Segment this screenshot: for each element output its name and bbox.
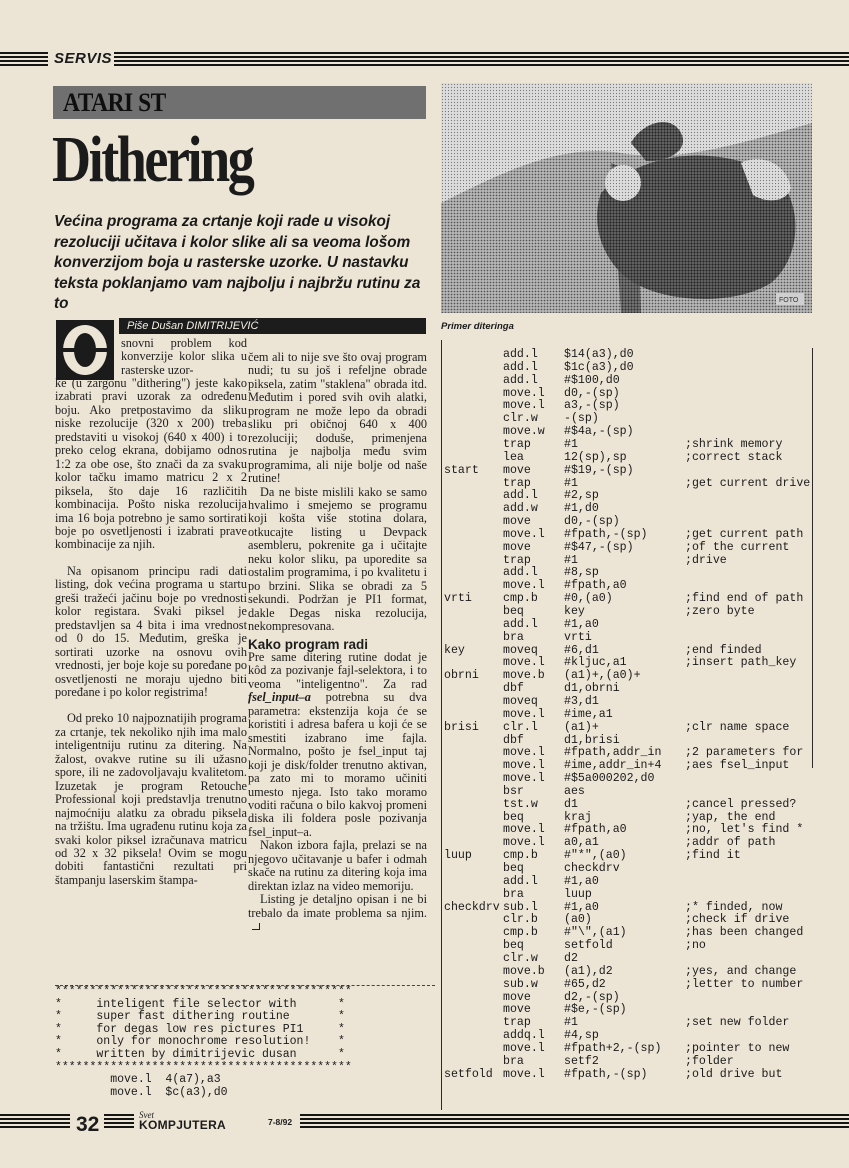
listing-opcode: move xyxy=(503,990,531,1004)
listing-comment: ;2 parameters for xyxy=(685,746,804,760)
listing-opcode: move.l xyxy=(503,772,545,786)
listing-operand: #1 xyxy=(564,553,578,567)
listing-opcode: add.l xyxy=(503,348,538,361)
listing-operand: luup xyxy=(564,887,592,901)
listing-comment: ;aes fsel_input xyxy=(685,759,790,773)
listing-comment: ;cancel pressed? xyxy=(685,797,797,811)
listing-opcode: dbf xyxy=(503,682,524,696)
listing-opcode: dbf xyxy=(503,733,524,747)
listing-operand: (a1)+ xyxy=(564,720,599,734)
code-line: * inteligent file selector with * xyxy=(55,997,345,1011)
listing-row xyxy=(444,592,812,605)
listing-opcode: move.l xyxy=(503,656,545,670)
listing-comment: ;yes, and change xyxy=(685,964,797,978)
listing-comment: ;folder xyxy=(685,1054,734,1068)
listing-row xyxy=(444,438,812,451)
listing-label: vrti xyxy=(444,592,472,606)
listing-comment: ;clr name space xyxy=(685,720,790,734)
listing-row xyxy=(444,528,812,541)
listing-row xyxy=(444,901,812,914)
listing-opcode: clr.l xyxy=(503,720,538,734)
subhead: Kako program radi xyxy=(248,636,369,652)
code-line: * super fast dithering routine * xyxy=(55,1010,345,1024)
article-lead: Većina programa za crtanje koji rade u visokoj rezoluciji učitava i kolor slike ali sa veoma lošom konverzijom boja u rasterske uzorke. U nastavku teksta poklanjamo vam najbolju i najbržu rutinu za to xyxy=(54,213,421,312)
listing-operand: (a1)+,(a0)+ xyxy=(564,669,641,683)
listing-opcode: beq xyxy=(503,862,524,875)
listing-row xyxy=(444,836,812,849)
listing-row xyxy=(444,605,812,618)
listing-opcode: add.l xyxy=(503,874,538,888)
listing-opcode: move.l xyxy=(503,1067,545,1081)
listing-comment: ;pointer to new xyxy=(685,1041,790,1055)
listing-row xyxy=(444,399,812,412)
listing-operand: #0,(a0) xyxy=(564,592,613,606)
listing-operand: #1,a0 xyxy=(564,900,599,914)
issue-number: 7-8/92 xyxy=(268,1117,293,1127)
listing-operand: d1,obrni xyxy=(564,682,620,696)
listing-row xyxy=(444,734,812,747)
listing-operand: d1 xyxy=(564,797,578,811)
listing-operand: kraj xyxy=(564,810,592,824)
listing-operand: #ime,addr_in+4 xyxy=(564,759,662,773)
listing-operand: d1,brisi xyxy=(564,733,620,747)
listing-row xyxy=(444,361,812,374)
listing-label: brisi xyxy=(444,720,479,734)
listing-opcode: cmp.b xyxy=(503,592,538,606)
listing-comment: ;insert path_key xyxy=(685,656,797,670)
listing-opcode: bra xyxy=(503,887,524,901)
listing-divider-left xyxy=(441,340,442,1110)
listing-row xyxy=(444,425,812,438)
magazine-name: KOMPJUTERA xyxy=(139,1118,227,1132)
listing-opcode: moveq xyxy=(503,694,538,708)
p3-text-a: Pre same ditering rutine dodat je kôd za pozivanje fajl-selektora, i to veoma "inteligentno". Za rad xyxy=(248,649,427,691)
listing-row xyxy=(444,566,812,579)
listing-operand: checkdrv xyxy=(564,862,620,875)
listing-opcode: lea xyxy=(503,450,524,464)
listing-comment: ;get current drive xyxy=(685,476,811,490)
col2-paragraph-4: Nakon izbora fajla, prelazi se na njegovo učitavanje u bafer i odmah skače na rutinu za ditering koja ima direktan izlaz na video memoriju. xyxy=(248,838,427,893)
listing-operand: a3,-(sp) xyxy=(564,399,620,413)
header-rule-left xyxy=(0,52,48,66)
listing-row xyxy=(444,965,812,978)
listing-opcode: bra xyxy=(503,630,524,644)
column-1-body xyxy=(55,377,247,887)
listing-opcode: bsr xyxy=(503,784,524,798)
listing-row xyxy=(444,1068,812,1081)
listing-row xyxy=(444,502,812,515)
listing-operand: #ime,a1 xyxy=(564,707,613,721)
listing-row xyxy=(444,644,812,657)
listing-row xyxy=(444,1016,812,1029)
listing-operand: 12(sp),sp xyxy=(564,450,627,464)
listing-opcode: clr.w xyxy=(503,951,538,965)
listing-comment: ;no, let's find * xyxy=(685,823,804,837)
listing-operand: #fpath,-(sp) xyxy=(564,1067,648,1081)
listing-opcode: add.l xyxy=(503,373,538,387)
listing-row xyxy=(444,1042,812,1055)
listing-opcode: add.l xyxy=(503,566,538,580)
listing-operand: setf2 xyxy=(564,1054,599,1068)
end-mark-icon xyxy=(252,923,260,930)
code-line: * only for monochrome resolution! * xyxy=(55,1035,345,1049)
paragraph-1b: ke (u žargonu "dithering") jeste kako izabrati pravi uzorak za određenu boju. Ako pretpostavimo da sliku niske rezolucije (320 x 200) treba predstaviti u visokoj (640 x 400) i to preko celog ekrana, dobijamo odnos 1:2 za obe ose, što znači da za svaku kolor tačku imamo matricu 2 x 2 piksela, što daje 16 različitih kombinacija. Pošto niska rezolucija ima 16 boja potrebno je samo sortirati boje po osvetljenosti i izabrati prave kombinacije za njih. xyxy=(55,376,247,552)
listing-opcode: move.l xyxy=(503,836,545,850)
listing-comment: ;has been changed xyxy=(685,926,804,940)
listing-opcode: beq xyxy=(503,939,524,953)
listing-operand: d0,-(sp) xyxy=(564,386,620,400)
listing-row xyxy=(444,631,812,644)
listing-operand: d2,-(sp) xyxy=(564,990,620,1004)
listing-label: luup xyxy=(444,849,472,863)
listing-comment: ;find end of path xyxy=(685,592,804,606)
listing-operand: #2,sp xyxy=(564,489,599,503)
listing-label: checkdrv xyxy=(444,900,500,914)
listing-label: key xyxy=(444,643,465,657)
listing-operand: #$4a,-(sp) xyxy=(564,425,634,439)
listing-opcode: move.l xyxy=(503,707,545,721)
listing-opcode: tst.w xyxy=(503,797,538,811)
listing-comment: ;get current path xyxy=(685,527,804,541)
listing-comment: ;correct stack xyxy=(685,450,783,464)
listing-operand: #3,d1 xyxy=(564,694,599,708)
photo-credit: FOTO xyxy=(779,297,799,304)
listing-opcode: move.l xyxy=(503,823,545,837)
listing-row xyxy=(444,785,812,798)
listing-operand: $14(a3),d0 xyxy=(564,348,634,361)
listing-row xyxy=(444,708,812,721)
listing-comment: ;letter to number xyxy=(685,977,804,991)
listing-comment: ;drive xyxy=(685,553,727,567)
listing-row xyxy=(444,721,812,734)
col2-paragraph-3 xyxy=(248,651,427,839)
listing-operand: #$19,-(sp) xyxy=(564,463,634,477)
listing-operand: aes xyxy=(564,784,585,798)
listing-opcode: move.l xyxy=(503,527,545,541)
code-line: ******************************************* xyxy=(55,985,352,998)
listing-operand: (a0) xyxy=(564,913,592,927)
listing-comment: ;find it xyxy=(685,849,741,863)
paragraph-2: Na opisanom principu radi dati listing, dok većina programa u startu greši tražeći jačinu boje po vrednosti kolor registara. Svaki piksel je predstavljen sa 4 bita i ima vrednost od 0 do 15. Međutim, greška je sortirati uzorke na osnovu ovih vrednosti, jer boje koje su poređane po osvetljenosti ne moraju ujedno biti poređane i po kolor registrima! xyxy=(55,563,247,699)
listing-operand: d2 xyxy=(564,951,578,965)
dithering-photo xyxy=(441,83,812,313)
listing-operand: #65,d2 xyxy=(564,977,606,991)
listing-row xyxy=(444,913,812,926)
code-header-lines xyxy=(55,986,435,1099)
listing-row xyxy=(444,451,812,464)
listing-opcode: move xyxy=(503,463,531,477)
listing-operand: setfold xyxy=(564,939,613,953)
listing-operand: #1,a0 xyxy=(564,617,599,631)
listing-row xyxy=(444,541,812,554)
listing-divider-right xyxy=(812,348,813,768)
listing-opcode: trap xyxy=(503,437,531,451)
listing-operand: #$100,d0 xyxy=(564,373,620,387)
listing-opcode: move.l xyxy=(503,759,545,773)
listing-operand: $1c(a3),d0 xyxy=(564,360,634,374)
listing-operand: #1 xyxy=(564,476,578,490)
listing-operand: (a1),d2 xyxy=(564,964,613,978)
listing-label: start xyxy=(444,463,479,477)
listing-row xyxy=(444,746,812,759)
listing-opcode: clr.b xyxy=(503,913,538,927)
listing-row xyxy=(444,656,812,669)
kicker-bar xyxy=(53,86,426,119)
listing-row xyxy=(444,939,812,952)
header-rule-right xyxy=(114,52,849,66)
listing-opcode: move.l xyxy=(503,746,545,760)
listing-operand: #fpath,addr_in xyxy=(564,746,662,760)
listing-comment: ;of the current xyxy=(685,540,790,554)
listing-row xyxy=(444,798,812,811)
listing-opcode: move.l xyxy=(503,399,545,413)
listing-opcode: move xyxy=(503,515,531,529)
listing-opcode: cmp.b xyxy=(503,849,538,863)
page-number: 32 xyxy=(76,1113,100,1136)
listing-row xyxy=(444,888,812,901)
footer-rule-right xyxy=(300,1114,849,1128)
code-line: * for degas low res pictures PI1 * xyxy=(55,1022,345,1036)
listing-row xyxy=(444,464,812,477)
listing-row xyxy=(444,1055,812,1068)
listing-opcode: trap xyxy=(503,1016,531,1030)
assembly-listing xyxy=(444,348,812,1081)
dropcap-o xyxy=(56,320,114,380)
listing-row xyxy=(444,669,812,682)
listing-operand: -(sp) xyxy=(564,412,599,426)
listing-opcode: sub.w xyxy=(503,977,538,991)
listing-row xyxy=(444,875,812,888)
listing-opcode: addq.l xyxy=(503,1029,545,1043)
listing-comment: ;* finded, now xyxy=(685,900,783,914)
listing-row xyxy=(444,1029,812,1042)
listing-operand: #kljuc,a1 xyxy=(564,656,627,670)
listing-row xyxy=(444,387,812,400)
listing-row xyxy=(444,682,812,695)
listing-operand: #1,a0 xyxy=(564,874,599,888)
listing-label: obrni xyxy=(444,669,479,683)
listing-row xyxy=(444,811,812,824)
listing-row xyxy=(444,348,812,361)
listing-operand: a0,a1 xyxy=(564,836,599,850)
listing-opcode: move.w xyxy=(503,425,545,439)
listing-operand: #$5a000202,d0 xyxy=(564,772,655,786)
byline: Piše Dušan DIMITRIJEVIĆ xyxy=(119,318,426,334)
listing-operand: #6,d1 xyxy=(564,643,599,657)
listing-comment: ;shrink memory xyxy=(685,437,783,451)
paragraph-1a: snovni problem kod konverzije kolor slika u rasterske uzor- xyxy=(121,336,247,377)
column-1 xyxy=(121,337,247,377)
listing-operand: #fpath,a0 xyxy=(564,823,627,837)
kicker-text: ATARI ST xyxy=(63,88,166,117)
listing-opcode: beq xyxy=(503,605,524,618)
listing-opcode: cmp.b xyxy=(503,926,538,940)
listing-comment: ;old drive but xyxy=(685,1067,783,1081)
listing-row xyxy=(444,695,812,708)
listing-row xyxy=(444,772,812,785)
listing-opcode: clr.w xyxy=(503,412,538,426)
listing-opcode: beq xyxy=(503,810,524,824)
listing-comment: ;set new folder xyxy=(685,1016,790,1030)
listing-opcode: move.b xyxy=(503,669,545,683)
listing-operand: #1,d0 xyxy=(564,502,599,516)
listing-opcode: move xyxy=(503,1003,531,1017)
listing-operand: #$47,-(sp) xyxy=(564,540,634,554)
listing-operand: #fpath,a0 xyxy=(564,579,627,593)
listing-operand: d0,-(sp) xyxy=(564,515,620,529)
listing-opcode: moveq xyxy=(503,643,538,657)
listing-row xyxy=(444,489,812,502)
listing-opcode: trap xyxy=(503,476,531,490)
listing-opcode: move.b xyxy=(503,964,545,978)
listing-row xyxy=(444,554,812,567)
listing-row xyxy=(444,952,812,965)
listing-row xyxy=(444,1003,812,1016)
listing-operand: #8,sp xyxy=(564,566,599,580)
listing-operand: #4,sp xyxy=(564,1029,599,1043)
column-2 xyxy=(248,351,427,933)
listing-opcode: add.l xyxy=(503,617,538,631)
listing-opcode: move.l xyxy=(503,386,545,400)
listing-opcode: move.l xyxy=(503,1041,545,1055)
listing-opcode: move.l xyxy=(503,579,545,593)
listing-row xyxy=(444,515,812,528)
listing-opcode: sub.l xyxy=(503,900,538,914)
listing-operand: vrti xyxy=(564,630,592,644)
listing-row xyxy=(444,412,812,425)
listing-operand: #1 xyxy=(564,1016,578,1030)
code-line: ******************************************* xyxy=(55,1060,352,1074)
listing-label: setfold xyxy=(444,1067,493,1081)
section-label: SERVIS xyxy=(54,50,113,67)
code-line: move.l $c(a3),d0 xyxy=(55,1085,228,1099)
listing-opcode: add.w xyxy=(503,502,538,516)
listing-operand: #$e,-(sp) xyxy=(564,1003,627,1017)
paragraph-3: Od preko 10 najpoznatijih programa za crtanje, tek nekoliko njih ima malo inteligentniju rutinu za ditering. Na žalost, ovakve rutine su ili užasno spore, ili ne zadovoljavaju kvalitetom. Izuzetak je program Retouche Professional koji predstavlja trenutno najmoćniju alatku za obradu piksela na tržištu. Ima ugrađenu rutinu koja za svaki kolor piksel izračunava matricu od 32 x 32 piksela! Ovim se mogu dobiti fantastični rezultati pri štampanju laserskim štampa- xyxy=(55,711,247,887)
col2-paragraph-1: čem ali to nije sve što ovaj program nudi; tu su još i refeljne obrade piksela, zatim "staklena" obrada itd. Međutim i pored svih ovih alatki, program ne može lepo da obradi sliku pri običnoj 640 x 400 rezoluciji; doduše, primenjena rutina je najbolja među svim programima, ali nije bolje od naše rutine! xyxy=(248,350,427,486)
listing-row xyxy=(444,579,812,592)
fsel-input-term: fsel_input–a xyxy=(248,690,311,705)
listing-comment: ;no xyxy=(685,939,706,953)
listing-row xyxy=(444,862,812,875)
listing-row xyxy=(444,618,812,631)
article-title: Dithering xyxy=(52,123,253,196)
footer-rule-left xyxy=(0,1114,70,1128)
listing-comment: ;check if drive xyxy=(685,913,790,927)
listing-row xyxy=(444,978,812,991)
listing-comment: ;end finded xyxy=(685,643,762,657)
code-header-box xyxy=(55,985,435,1099)
listing-operand: #fpath,-(sp) xyxy=(564,527,648,541)
listing-row xyxy=(444,823,812,836)
listing-opcode: trap xyxy=(503,553,531,567)
listing-operand: #"\",(a1) xyxy=(564,926,627,940)
listing-opcode: add.l xyxy=(503,489,538,503)
listing-opcode: add.l xyxy=(503,360,538,374)
listing-row xyxy=(444,991,812,1004)
listing-comment: ;zero byte xyxy=(685,605,755,618)
listing-row xyxy=(444,477,812,490)
photo-illustration xyxy=(441,83,812,313)
listing-operand: #fpath+2,-(sp) xyxy=(564,1041,662,1055)
listing-row xyxy=(444,759,812,772)
code-line: * written by dimitrijevic dusan * xyxy=(55,1047,345,1061)
photo-caption: Primer diteringa xyxy=(441,321,514,332)
listing-row xyxy=(444,849,812,862)
p5-text: Listing je detaljno opisan i ne bi trebalo da imate problema sa njim. xyxy=(248,892,427,920)
listing-opcode: move xyxy=(503,540,531,554)
footer-rule-mid xyxy=(104,1114,134,1128)
code-line: move.l 4(a7),a3 xyxy=(55,1073,221,1087)
col2-paragraph-5 xyxy=(248,893,427,933)
listing-operand: #"*",(a0) xyxy=(564,849,627,863)
listing-comment: ;addr of path xyxy=(685,836,776,850)
col2-paragraph-2: Da ne biste mislili kako se samo hvalimo i smejemo se programu koji košta više stotina dolara, otkucajte listing u Devpack asembleru, pokrenite ga i učitajte neku kolor sliku, pa uporedite sa ostalim programima, i po kvalitetu i po brzini. Slika se obradi za 5 sekundi. Podržan je PI1 format, dakle Degas niska rezolucija, nekompresovana. xyxy=(248,484,427,634)
listing-row xyxy=(444,374,812,387)
listing-row xyxy=(444,926,812,939)
listing-comment: ;yap, the end xyxy=(685,810,776,824)
listing-operand: key xyxy=(564,605,585,618)
listing-opcode: bra xyxy=(503,1054,524,1068)
magazine-name-top: Svet xyxy=(139,1110,154,1120)
p3-text-b: potrebna su dva parametra: ekstenzija koja će se koristiti i adresa bafera u koji će se smestiti izabrano ime fajla. Normalno, pošto je fsel_input taj koji je disk/folder trenutno aktivan, pa zato mi to moramo učiniti umesto njega. Isto tako moramo voditi računa o bilo kakvoj promeni diska ili foldera posle pozivanja fsel_input–a. xyxy=(248,690,427,839)
listing-operand: #1 xyxy=(564,437,578,451)
